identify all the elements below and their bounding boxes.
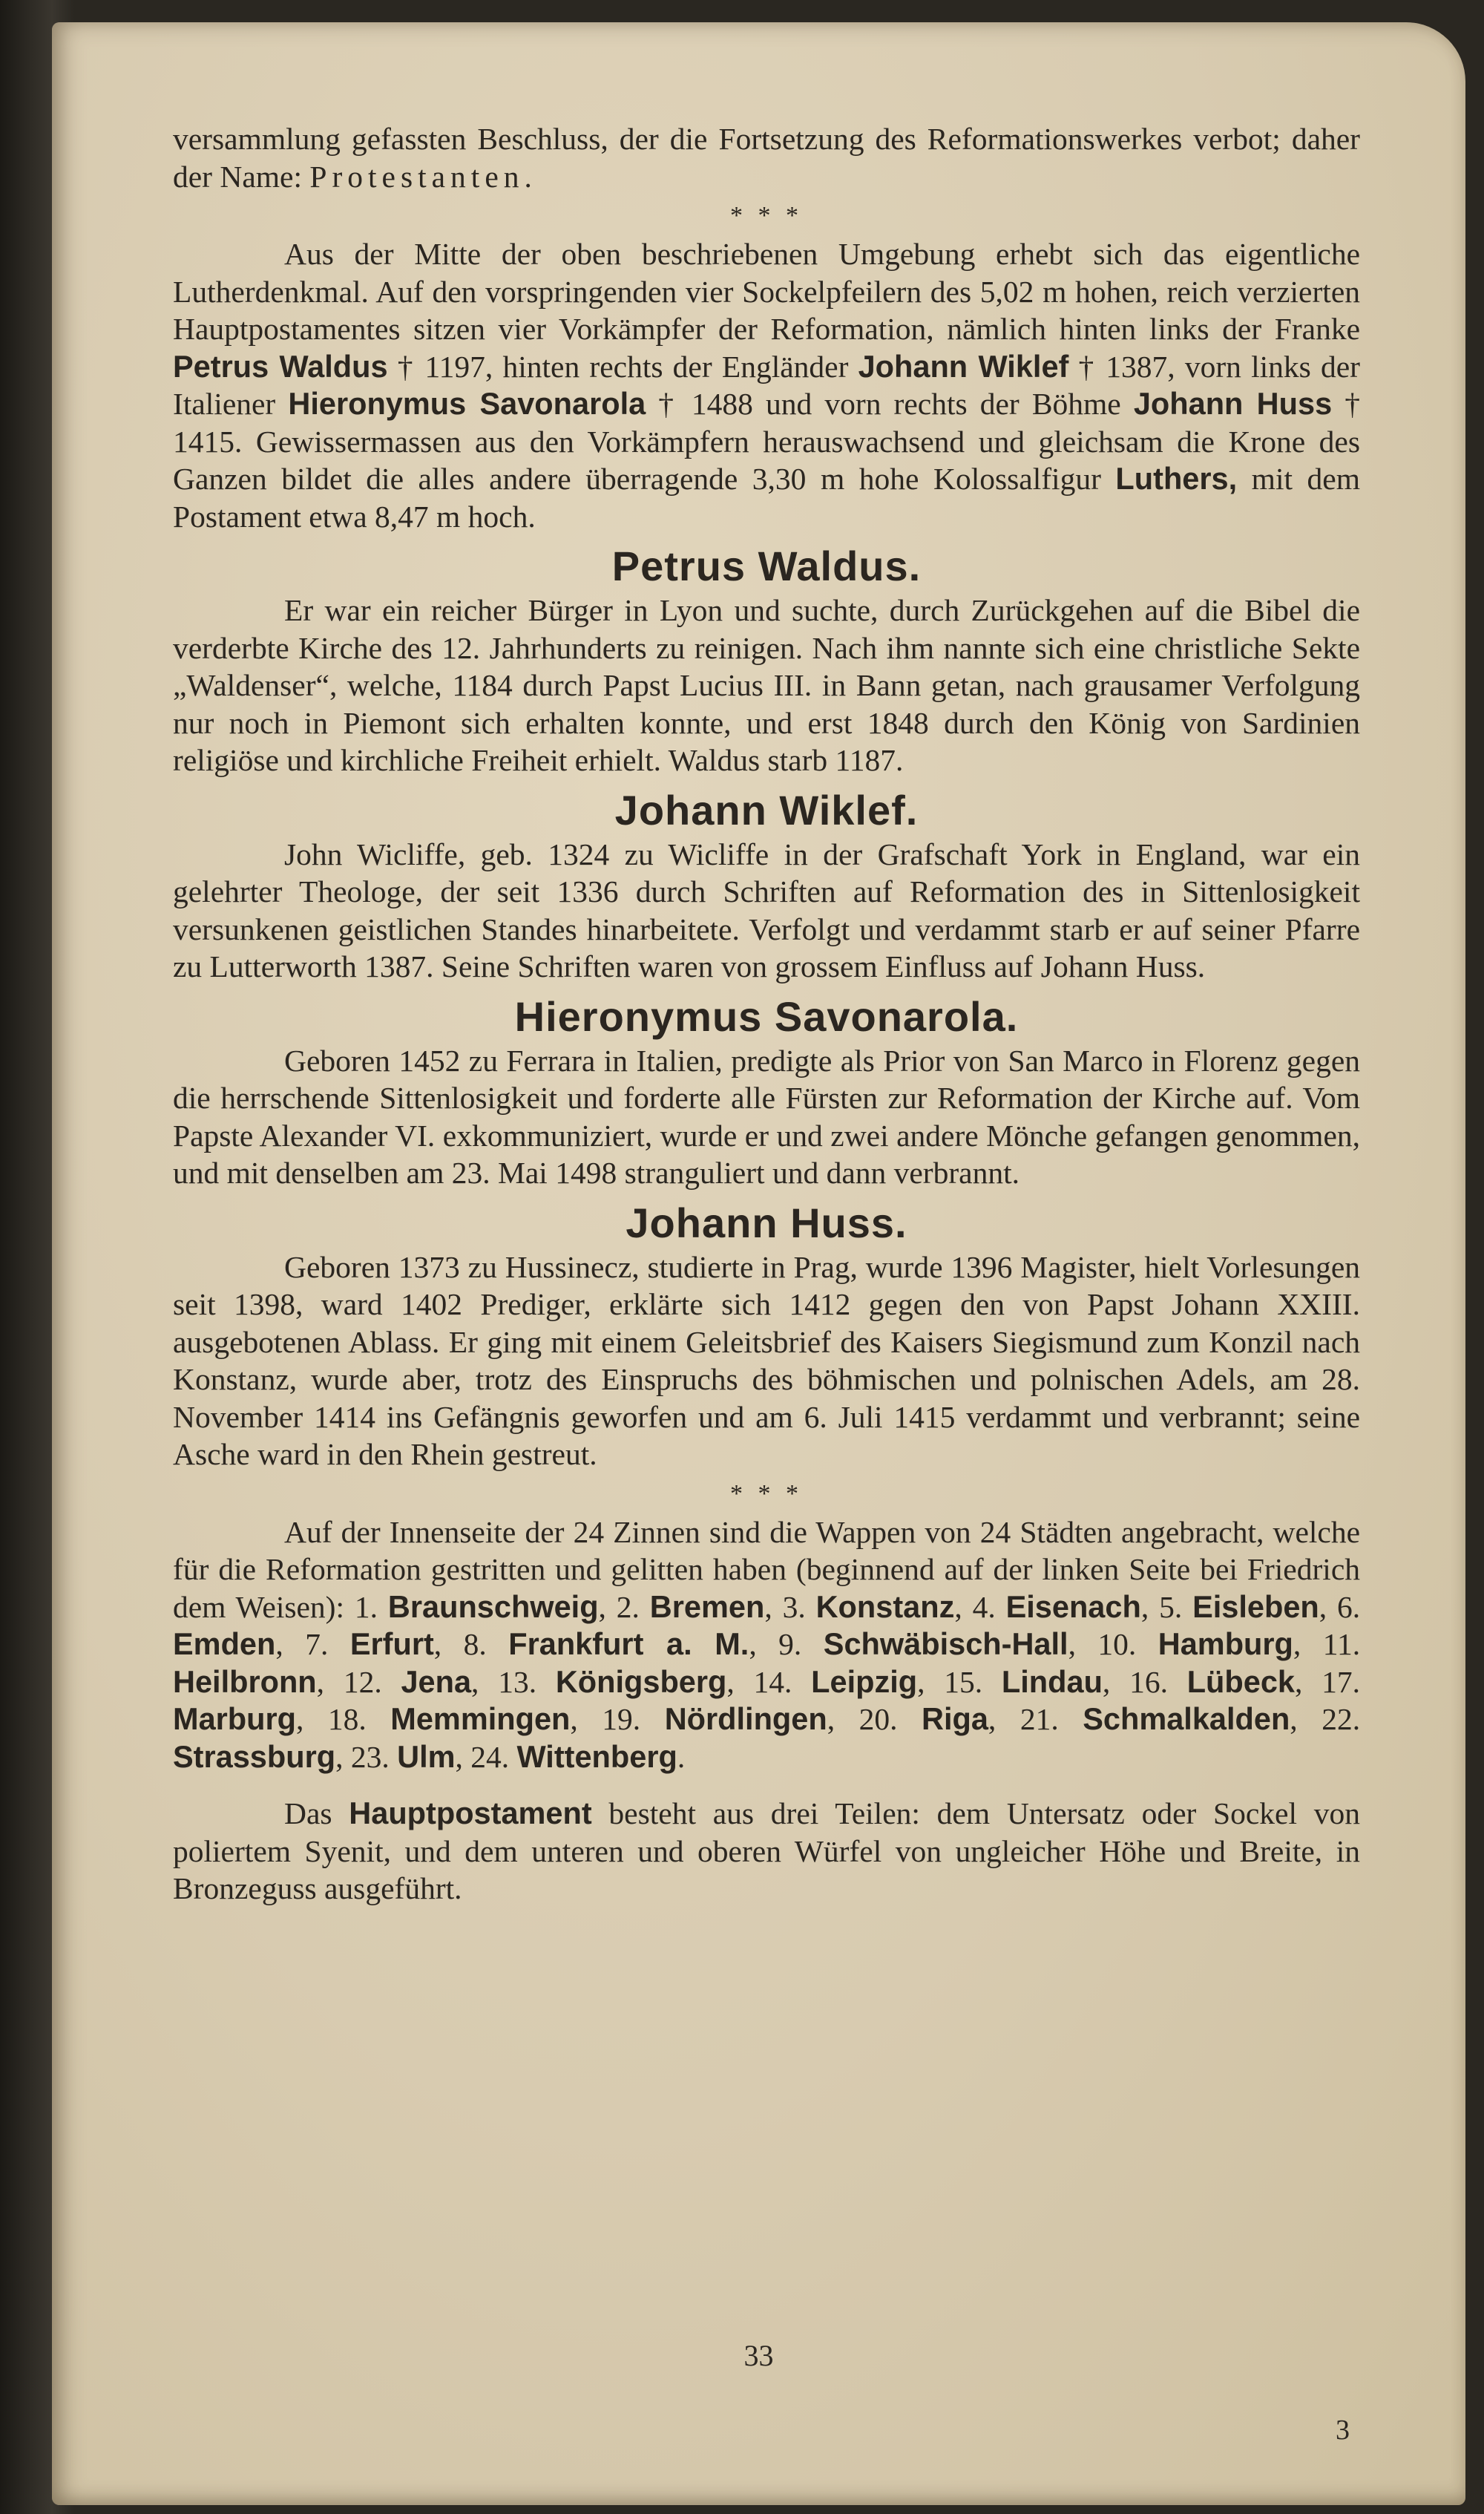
heading-petrus-waldus: Petrus Waldus.: [611, 543, 922, 589]
city-number: 17.: [1322, 1664, 1361, 1699]
city-item: 3. Konstanz,: [782, 1588, 973, 1624]
city-item: 22. Strassburg,: [173, 1702, 1361, 1774]
city-name: Ulm: [397, 1738, 456, 1774]
city-number: 22.: [1322, 1702, 1361, 1736]
signature-mark: 3: [1336, 2415, 1350, 2446]
city-number: 8.: [463, 1627, 487, 1661]
paragraph-savonarola: Geboren 1452 zu Ferrara in Italien, predigte als Prior von San Marco in Florenz gegen die herrschende Sittenlosigkeit und forderte alle Fürsten zur Reformation der Kirche auf. Vom Papste Alexander VI. exkommuniziert, wurde er und zwei andere Mönche gefangen genommen, und mit denselben am 23. Mai 1498 stranguliert und dann verbrannt.: [173, 1043, 1360, 1190]
city-name: Riga: [921, 1701, 988, 1736]
city-number: 1.: [354, 1589, 378, 1624]
city-number: 11.: [1322, 1627, 1361, 1661]
city-name: Memmingen: [390, 1701, 571, 1736]
city-name: Leipzig: [811, 1663, 918, 1699]
spacer: [173, 1775, 1360, 1795]
city-item: 24. Wittenberg.: [470, 1738, 686, 1774]
city-number: 19.: [602, 1702, 641, 1736]
name-luther: Luthers,: [1115, 461, 1238, 496]
protestanten-word: Protestanten: [309, 159, 525, 194]
name-huss: Johann Huss: [1133, 386, 1333, 421]
book-page: [52, 22, 1465, 2505]
denkmal-paragraph: Aus der Mitte der oben beschriebenen Umgebung erhebt sich das eigentliche Lutherdenkmal. Auf den vorspringenden vier Sockelpfeilern des 5,02 m hohen, reich verzierten Hauptpostamentes sitzen vier Vorkämpfer der Reformation, nämlich hinten links der Franke Petrus Waldus † 1197, hinten rechts der Engländer Johann Wiklef † 1387, vorn links der Italiener Hieronymus Savonarola † 1488 und vorn rechts der Böhme Johann Huss † 1415. Gewissermassen aus den Vorkämpfern herauswachsend und gleichsam die Krone des Ganzen bildet die alles andere überragende 3,30 m hohe Kolossalfigur Luthers, mit dem Postament etwa 8,47 m hoch.: [173, 237, 1361, 534]
city-number: 24.: [470, 1739, 510, 1774]
city-name: Braunschweig: [387, 1588, 599, 1624]
city-item: 15. Lindau,: [944, 1663, 1130, 1699]
city-number: 15.: [944, 1664, 983, 1699]
section-separator: * * *: [730, 1479, 803, 1508]
city-number: 16.: [1129, 1664, 1168, 1699]
paragraph-johann-huss: Geboren 1373 zu Hussinecz, studierte in Prag, wurde 1396 Magister, hielt Vorlesungen seit 1398, ward 1402 Prediger, erklärte sich 1412 gegen den von Papst Johann XXIII. ausgebotenen Ablass. Er ging mit einem Geleitsbrief des Kaisers Siegismund zum Konzil nach Konstanz, wurde aber, trotz des Einspruchs des böhmischen und polnischen Adels, am 28. November 1414 ins Gefängnis geworfen und am 6. Juli 1415 verdammt und verbrannt; seine Asche ward in den Rhein gestreut.: [173, 1249, 1360, 1471]
name-savonarola: Hieronymus Savonarola: [288, 386, 646, 421]
paragraph-petrus-waldus: Er war ein reicher Bürger in Lyon und suchte, durch Zurückgehen auf die Bibel die verderbte Kirche des 12. Jahrhunderts zu reinigen. Nach ihm nannte sich eine christliche Sekte „Waldenser“, welche, 1184 durch Papst Lucius III. in Bann getan, nach grausamer Verfolgung nur noch in Piemont sich erhalten konnte, und erst 1848 durch den König von Sardinien religiöse und kirchliche Freiheit erhielt. Waldus starb 1187.: [173, 593, 1360, 777]
city-name: Nördlingen: [664, 1701, 827, 1736]
city-number: 4.: [972, 1589, 996, 1624]
section-separator: * * *: [730, 202, 803, 229]
wappen-paragraph: Auf der Innenseite der 24 Zinnen sind die Wappen von 24 Städten angebracht, welche für die Reformation gestritten und gelitten haben (beginnend auf der linken Seite bei Friedrich dem Weisen): 1. Braunschweig, 2. Bremen, 3. Konstanz, 4. Eisenach, 5. Eisleben, 6. Emden, 7. Erfurt, 8. Frankfurt a. M., 9. Schwäbisch-Hall, 10. Hamburg, 11. Heilbronn, 12. Jena, 13. Königsberg, 14. Leipzig, 15. Lindau, 16. Lübeck, 17. Marburg, 18. Memmingen, 19. Nördlingen, 20. Riga, 21. Schmalkalden, 22. Strassburg, 23. Ulm, 24. Wittenberg.: [173, 1514, 1361, 1774]
city-item: 13. Königsberg,: [498, 1663, 754, 1699]
city-name: Eisleben: [1192, 1588, 1319, 1624]
city-item: 2. Bremen,: [616, 1588, 783, 1624]
city-number: 21.: [1020, 1702, 1059, 1736]
city-item: 21. Schmalkalden,: [1020, 1701, 1322, 1736]
city-number: 6.: [1337, 1589, 1361, 1624]
city-name: Hamburg: [1158, 1626, 1293, 1661]
city-item: 20. Riga,: [858, 1701, 1020, 1736]
name-waldus: Petrus Waldus: [173, 348, 388, 384]
city-item: 1. Braunschweig,: [354, 1588, 617, 1624]
city-item: 6. Emden,: [173, 1589, 1361, 1661]
city-name: Lindau: [1001, 1663, 1103, 1699]
hauptpostament-paragraph: Das Hauptpostament besteht aus drei Teilen: dem Untersatz oder Sockel von poliertem Syenit, und dem unteren und oberen Würfel von ungleicher Höhe und Breite, in Bronzeguss ausgeführt.: [173, 1796, 1360, 1905]
city-number: 23.: [350, 1739, 390, 1774]
city-name: Lübeck: [1186, 1663, 1295, 1699]
city-name: Bremen: [649, 1588, 765, 1624]
city-item: 16. Lübeck,: [1129, 1663, 1322, 1699]
hauptpostament-term: Hauptpostament: [349, 1796, 592, 1830]
city-name: Strassburg: [173, 1738, 336, 1774]
city-item: 18. Memmingen,: [327, 1701, 603, 1736]
city-item: 7. Erfurt,: [305, 1626, 464, 1661]
city-number: 18.: [327, 1702, 367, 1736]
city-name: Schwäbisch-Hall: [823, 1626, 1068, 1661]
city-item: 14. Leipzig,: [753, 1663, 945, 1699]
heading-savonarola: Hieronymus Savonarola.: [514, 992, 1019, 1040]
city-name: Marburg: [173, 1701, 296, 1736]
city-number: 7.: [305, 1627, 329, 1661]
city-item: 17. Marburg,: [173, 1664, 1361, 1736]
city-number: 5.: [1159, 1589, 1183, 1624]
heading-johann-wiklef: Johann Wiklef.: [614, 786, 919, 834]
city-number: 10.: [1097, 1627, 1137, 1661]
city-number: 20.: [858, 1702, 898, 1736]
city-number: 12.: [343, 1664, 382, 1699]
paragraph-johann-wiklef: John Wicliffe, geb. 1324 zu Wicliffe in der Grafschaft York in England, war ein gelehrter Theologe, der seit 1336 durch Schriften auf Reformation des in Sittenlosigkeit versunkenen geistlichen Standes hinarbeitete. Verfolgt und verdammt starb er auf seiner Pfarre zu Lutterworth 1387. Seine Schriften waren von grossem Einfluss auf Johann Huss.: [173, 837, 1360, 983]
page-number: 33: [743, 2339, 774, 2372]
city-item: 10. Hamburg,: [1097, 1626, 1323, 1661]
city-number: 9.: [778, 1627, 802, 1661]
city-number: 2.: [616, 1589, 640, 1624]
city-number: 3.: [782, 1589, 806, 1624]
city-item: 8. Frankfurt a. M.,: [463, 1626, 779, 1661]
city-number: 14.: [753, 1664, 792, 1699]
city-item: 9. Schwäbisch-Hall,: [778, 1626, 1098, 1661]
city-name: Konstanz: [815, 1588, 955, 1624]
city-name: Emden: [173, 1626, 276, 1661]
city-name: Jena: [401, 1663, 472, 1699]
city-name: Schmalkalden: [1083, 1701, 1290, 1736]
page-text: [173, 120, 1360, 1908]
city-name: Wittenberg: [516, 1738, 677, 1774]
city-name: Eisenach: [1005, 1588, 1141, 1624]
city-item: 23. Ulm,: [350, 1738, 471, 1774]
city-name: Erfurt: [349, 1626, 434, 1661]
city-number: 13.: [498, 1664, 537, 1699]
heading-johann-huss: Johann Huss.: [626, 1199, 907, 1246]
city-name: Königsberg: [555, 1663, 727, 1699]
city-item: 11. Heilbronn,: [173, 1627, 1361, 1699]
city-name: Heilbronn: [173, 1663, 317, 1699]
city-name: Frankfurt a. M.: [508, 1626, 749, 1661]
city-item: 4. Eisenach,: [972, 1588, 1160, 1624]
name-wiklef: Johann Wiklef: [858, 348, 1069, 384]
city-item: 5. Eisleben,: [1159, 1588, 1337, 1624]
intro-paragraph: versammlung gefassten Beschluss, der die Fortsetzung des Reformationswerkes verbot; daher der Name: Protestanten.: [173, 122, 1360, 194]
city-item: 19. Nördlingen,: [602, 1701, 859, 1736]
city-item: 12. Jena,: [343, 1663, 499, 1699]
